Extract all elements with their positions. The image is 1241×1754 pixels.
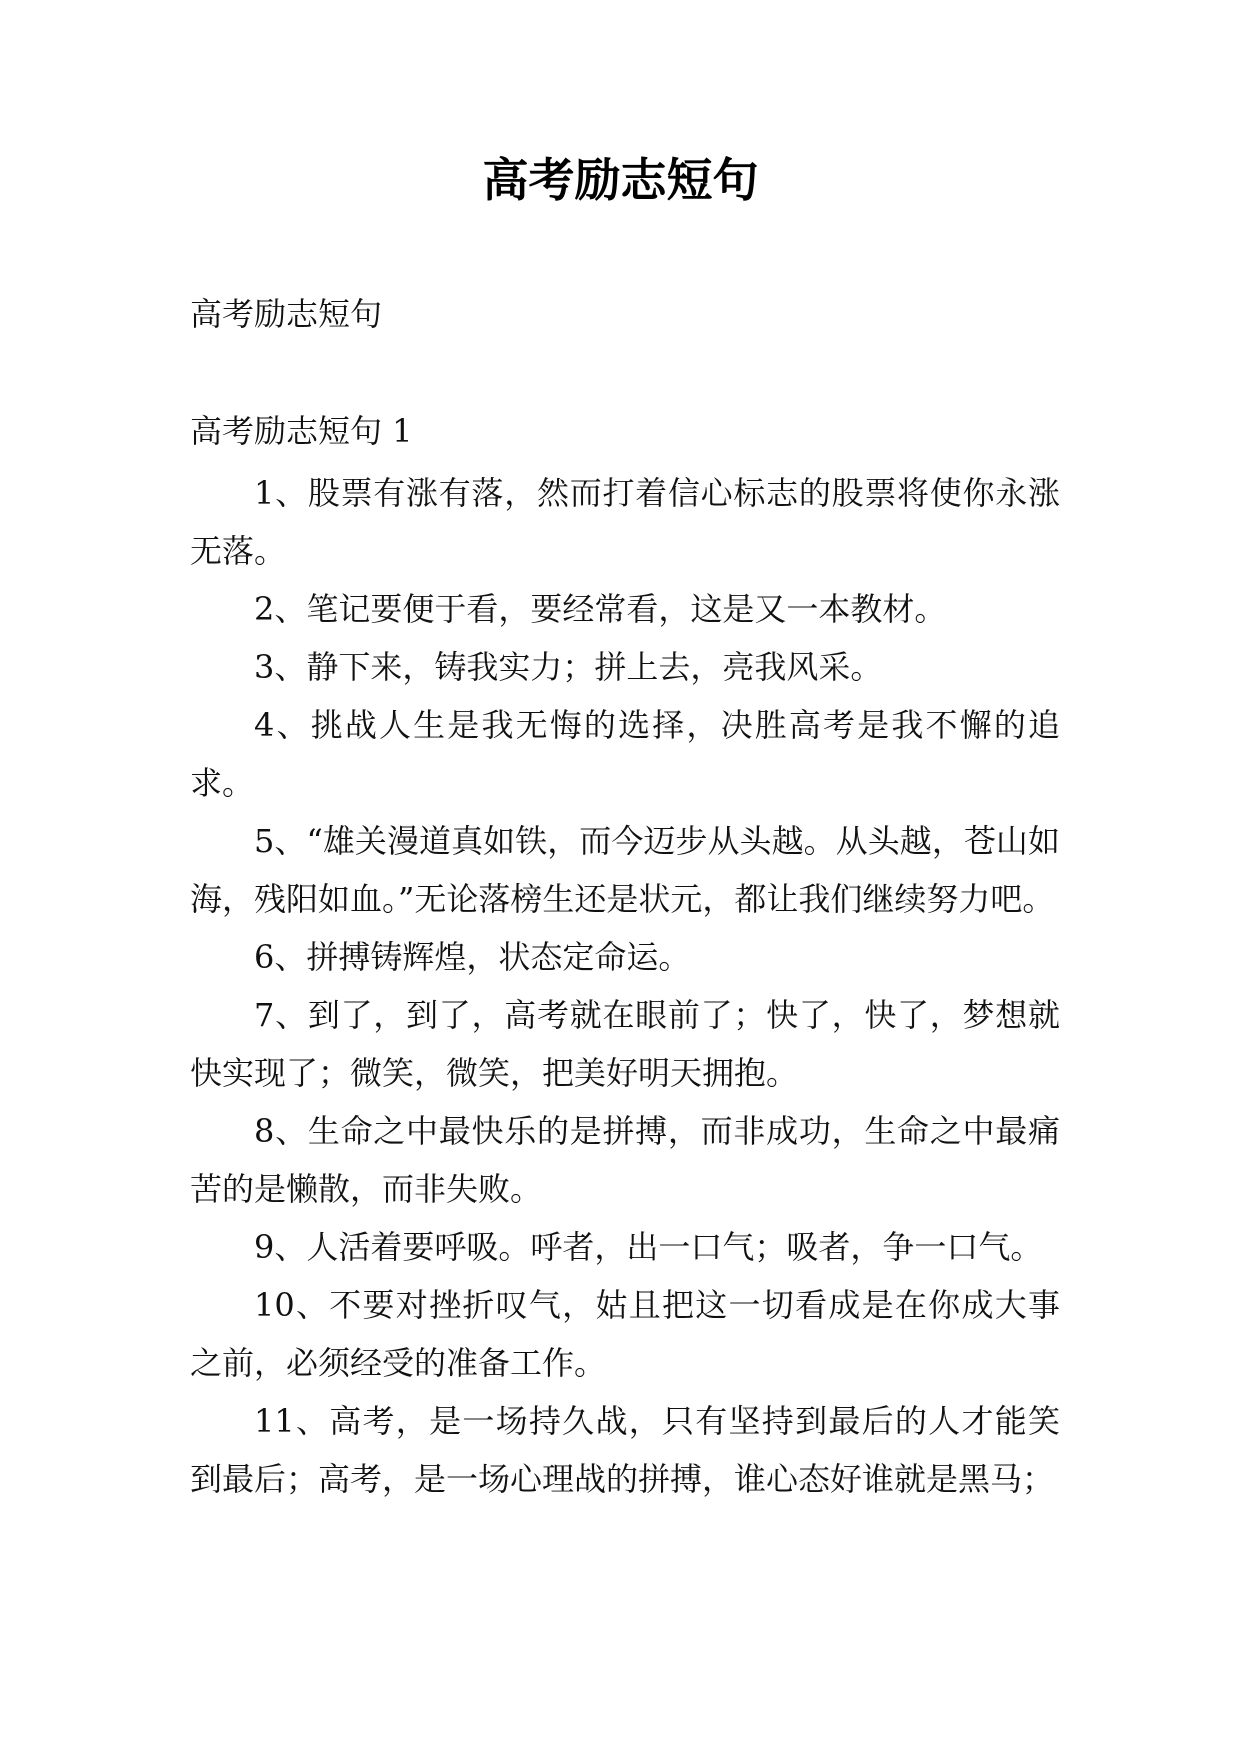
quote-paragraph-6: 6、拼搏铸辉煌，状态定命运。 bbox=[254, 938, 691, 976]
quote-paragraph-4: 4、挑战人生是我无悔的选择，决胜高考是我不懈的追求。 bbox=[190, 706, 1060, 802]
quote-paragraph-7: 7、到了，到了，高考就在眼前了；快了，快了，梦想就快实现了；微笑，微笑，把美好明天拥抱。 bbox=[190, 996, 1060, 1092]
quote-paragraph-1: 1、股票有涨有落，然而打着信心标志的股票将使你永涨无落。 bbox=[190, 474, 1060, 570]
quote-paragraph-8: 8、生命之中最快乐的是拼搏，而非成功，生命之中最痛苦的是懒散，而非失败。 bbox=[190, 1112, 1060, 1208]
document-title: 高考励志短句 bbox=[482, 153, 759, 207]
section-heading: 高考励志短句 1 bbox=[190, 412, 413, 450]
quote-paragraph-5: 5、“雄关漫道真如铁，而今迈步从头越。从头越，苍山如海，残阳如血。”无论落榜生还是状元，都让我们继续努力吧。 bbox=[190, 822, 1060, 918]
quote-paragraph-11: 11、高考，是一场持久战，只有坚持到最后的人才能笑到最后；高考，是一场心理战的拼搏，谁心态好谁就是黑马； bbox=[190, 1402, 1060, 1498]
document-body bbox=[190, 464, 1060, 1508]
quote-paragraph-10: 10、不要对挫折叹气，姑且把这一切看成是在你成大事之前，必须经受的准备工作。 bbox=[190, 1286, 1060, 1382]
document-subtitle: 高考励志短句 bbox=[190, 295, 383, 333]
quote-paragraph-9: 9、人活着要呼吸。呼者，出一口气；吸者，争一口气。 bbox=[254, 1228, 1043, 1266]
quote-paragraph-2: 2、笔记要便于看，要经常看，这是又一本教材。 bbox=[254, 590, 947, 628]
quote-paragraph-3: 3、静下来，铸我实力；拼上去，亮我风采。 bbox=[254, 648, 883, 686]
